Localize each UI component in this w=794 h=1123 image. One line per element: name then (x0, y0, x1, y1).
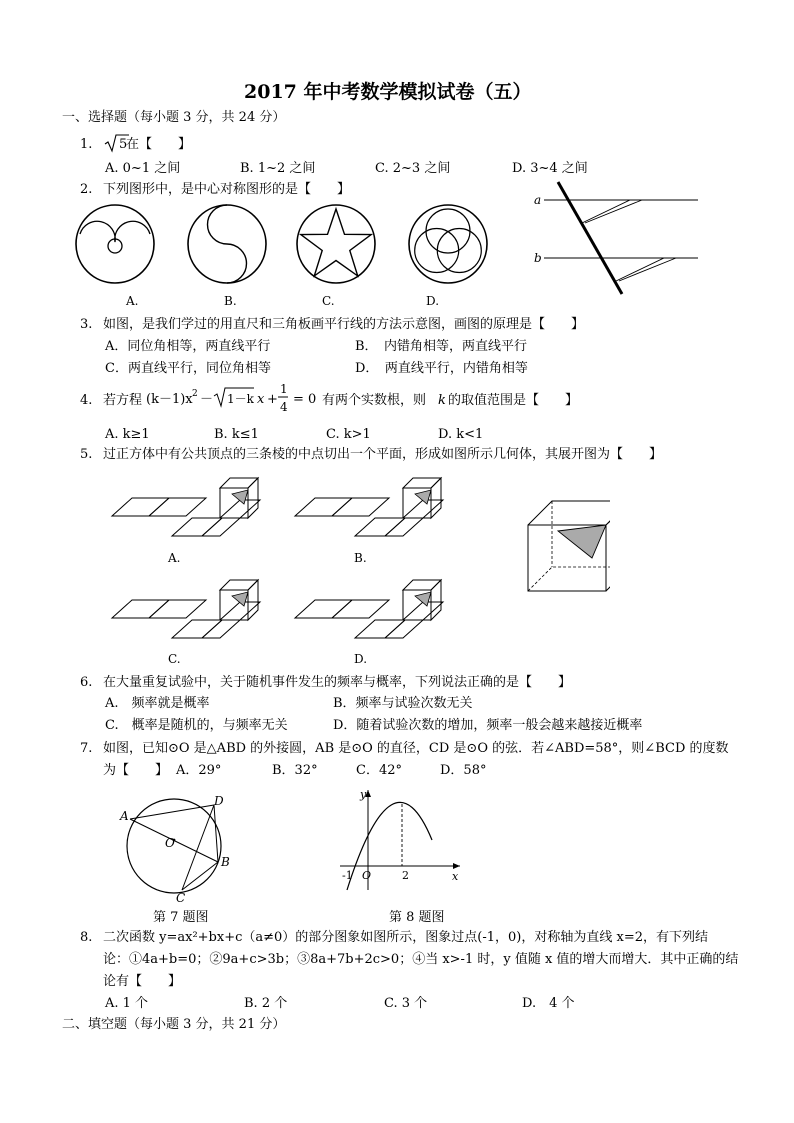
q3-option-b: B． 内错角相等，两直线平行 (355, 339, 528, 354)
q7-option-c: C．42° (356, 763, 402, 778)
q2-figure-d (409, 205, 487, 283)
q2-figure-a (76, 205, 154, 283)
page-title: 2017 年中考数学模拟试卷（五） (244, 81, 532, 103)
q8-option-d: D. 4 个 (522, 996, 575, 1011)
q2-number: 2. (80, 182, 93, 197)
q3-option-a: A．同位角相等，两直线平行 (105, 339, 271, 354)
point-d-label: D (214, 794, 224, 808)
q4-variable: k (438, 393, 446, 408)
q8-stem-line1: 二次函数 y=ax²+bx+c（a≠0）的部分图象如图所示，图象过点(-1，0)，对称轴为直线 x=2，有下列结 (103, 930, 709, 945)
q3-stem: 如图，是我们学过的用直尺和三角板画平行线的方法示意图，画图的原理是【 】 (103, 317, 585, 332)
q4-option-a: A. k≥1 (105, 427, 150, 442)
q1-stem: 在【 】 (126, 137, 192, 152)
tick-2-label: 2 (402, 869, 409, 882)
svg-text:2: 2 (192, 389, 198, 399)
svg-text:(k－1)x: (k－1)x (146, 392, 193, 407)
q2-figure-b (188, 205, 266, 283)
q4-stem-end: 的取值范围是【 】 (448, 393, 579, 408)
q3-number: 3. (80, 317, 93, 332)
q6-option-b: B．频率与试验次数无关 (333, 696, 473, 711)
q4-stem-start: 若方程 (103, 393, 143, 408)
q1-option-a: A. 0~1 之间 (105, 161, 181, 176)
point-neg1-label: -1 (342, 869, 353, 882)
q5-net-b (295, 478, 443, 536)
q1-option-b: B. 1~2 之间 (240, 161, 316, 176)
q6-stem: 在大量重复试验中，关于随机事件发生的频率与概率，下列说法正确的是【 】 (103, 675, 572, 690)
section-1-heading: 一、选择题（每小题 3 分，共 24 分） (62, 110, 286, 125)
q2-label-b: B. (224, 294, 237, 308)
q4-equation (146, 379, 322, 419)
q8-figure (334, 786, 464, 896)
q5-label-c: C. (168, 652, 181, 666)
q7-option-b: B．32° (272, 763, 318, 778)
q5-net-a (112, 478, 260, 536)
q6-option-a: A. 频率就是概率 (105, 696, 210, 711)
svg-text:= 0: = 0 (293, 392, 317, 407)
q5-label-b: B. (354, 551, 367, 565)
q4-option-c: C. k>1 (326, 427, 371, 442)
q7-stem-line2: 为【 】 (103, 763, 169, 778)
svg-text:1－k: 1－k (227, 392, 254, 406)
q8-figure-caption: 第 8 题图 (389, 910, 445, 925)
q5-label-d: D. (354, 652, 368, 666)
x-axis-label: x (452, 870, 459, 883)
q5-stem: 过正方体中有公共顶点的三条棱的中点切出一个平面，形成如图所示几何体，其展开图为【 】 (103, 447, 663, 462)
q4-stem-middle: 有两个实数根，则 (322, 393, 427, 408)
svg-text:1: 1 (280, 382, 288, 396)
point-c-label: C (176, 891, 186, 905)
q5-number: 5. (80, 447, 93, 462)
q7-stem-line1: 如图，已知⊙O 是△ABD 的外接圆，AB 是⊙O 的直径，CD 是⊙O 的弦．若∠ABD=58°，则∠BCD 的度数 (103, 741, 729, 756)
q7-option-a: A．29° (176, 763, 222, 778)
q8-number: 8. (80, 930, 93, 945)
q2-label-c: C. (322, 294, 335, 308)
point-b-label: B (221, 855, 230, 869)
q7-figure (118, 790, 242, 906)
q4-number: 4. (80, 393, 93, 408)
q7-number: 7. (80, 741, 93, 756)
q3-option-c: C．两直线平行，同位角相等 (105, 361, 271, 376)
q8-option-a: A. 1 个 (105, 996, 149, 1011)
q5-net-c (112, 580, 260, 638)
q7-figure-caption: 第 7 题图 (153, 910, 209, 925)
q2-label-a: A. (126, 294, 139, 308)
q8-option-b: B. 2 个 (244, 996, 288, 1011)
q7-option-d: D．58° (440, 763, 487, 778)
q4-option-b: B. k≤1 (214, 427, 259, 442)
q2-figures (72, 200, 502, 300)
q8-stem-line3: 论有【 】 (103, 974, 182, 989)
svg-text:x: x (257, 392, 265, 407)
q2-label-d: D. (426, 294, 440, 308)
line-a-label: a (534, 193, 542, 207)
q1-option-c: C. 2~3 之间 (375, 161, 451, 176)
q3-option-d: D． 两直线平行，内错角相等 (355, 361, 528, 376)
y-axis-label: y (360, 788, 367, 801)
q5-net-d (295, 580, 443, 638)
q6-option-d: D．随着试验次数的增加，频率一般会越来越接近概率 (333, 718, 643, 733)
q6-number: 6. (80, 675, 93, 690)
sqrt-radicand: 5 (119, 137, 128, 152)
q8-option-c: C. 3 个 (384, 996, 428, 1011)
q1-number: 1. (80, 137, 93, 152)
svg-text:+: + (267, 392, 278, 407)
q5-label-a: A. (168, 551, 181, 565)
q2-figure-c (297, 205, 375, 283)
line-b-label: b (534, 251, 542, 265)
q3-figure (530, 176, 710, 301)
q4-option-d: D. k<1 (438, 427, 484, 442)
q8-stem-line2: 论：①4a+b=0；②9a+c>3b；③8a+7b+2c>0；④当 x>-1 时，y 值随 x 值的增大而增大．其中正确的结 (103, 952, 739, 967)
q6-option-c: C. 概率是随机的，与频率无关 (105, 718, 288, 733)
origin-label: O (362, 869, 372, 882)
point-a-label: A (120, 809, 129, 823)
svg-text:4: 4 (280, 400, 288, 414)
section-2-heading: 二、填空题（每小题 3 分，共 21 分） (62, 1017, 286, 1032)
center-o-label: O (165, 836, 175, 850)
q2-stem: 下列图形中，是中心对称图形的是【 】 (103, 182, 351, 197)
q1-option-d: D. 3~4 之间 (512, 161, 588, 176)
q5-cube (528, 501, 610, 591)
svg-text:－: － (200, 392, 214, 407)
